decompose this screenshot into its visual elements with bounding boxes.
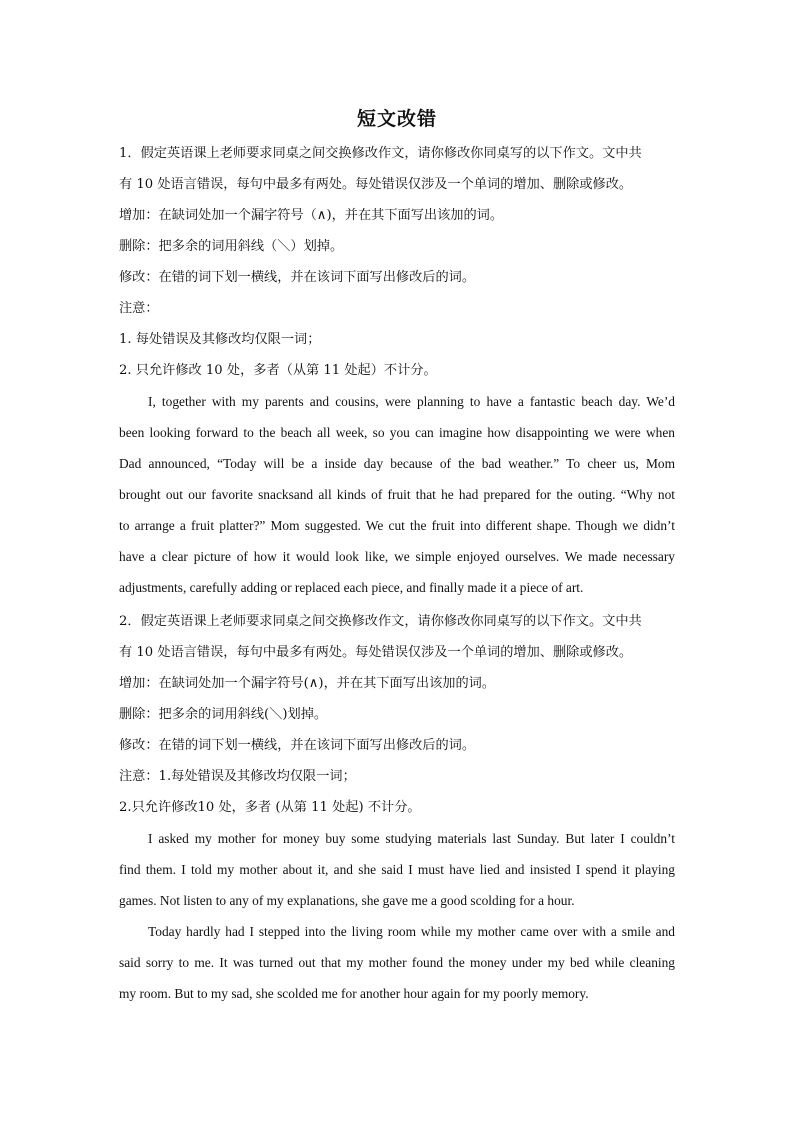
q1-passage-line: Dad announced, “Today will be a inside day because of the bad weather.” To cheer us, Mom: [119, 456, 675, 471]
q2-passage-line: my room. But to my sad, she scolded me for another hour again for my poorly memory.: [119, 986, 589, 1001]
q1-instruction-line: 删除：把多余的词用斜线（＼）划掉。: [119, 239, 344, 254]
q1-instruction-line: 修改：在错的词下划一横线，并在该词下面写出修改后的词。: [119, 270, 476, 285]
question-1: [119, 138, 675, 603]
q1-passage-line: have a clear picture of how it would look like, we simple enjoyed ourselves. We made necessary: [119, 549, 675, 564]
q1-passage-line: brought out our favorite snacksand all kinds of fruit that he had prepared for the outing. “Why not: [119, 487, 675, 502]
q2-instruction-line: 2.只允许修改10 处，多者 (从第 11 处起) 不计分。: [119, 800, 421, 815]
q2-passage-line: I asked my mother for money buy some studying materials last Sunday. But later I couldn’t: [148, 831, 675, 846]
q2-instruction-line: 删除：把多余的词用斜线(＼)划掉。: [119, 707, 328, 722]
q1-passage-line: been looking forward to the beach all week, so you can imagine how disappointing we were when: [119, 425, 675, 440]
q1-instruction-line: 有 10 处语言错误，每句中最多有两处。每处错误仅涉及一个单词的增加、删除或修改。: [119, 177, 633, 192]
q1-instruction-line: 增加：在缺词处加一个漏字符号（∧)，并在其下面写出该加的词。: [119, 208, 504, 223]
q2-instruction-line: 注意：1.每处错误及其修改均仅限一词；: [119, 769, 356, 784]
q1-passage-line: to arrange a fruit platter?” Mom suggested. We cut the fruit into different shape. Though we didn’t: [119, 518, 675, 533]
q1-instruction-line: 1．假定英语课上老师要求同桌之间交换修改作文，请你修改你同桌写的以下作文。文中共: [119, 146, 642, 161]
q1-passage-line: I, together with my parents and cousins, were planning to have a fantastic beach day. We’d: [148, 394, 675, 409]
q2-instruction-line: 有 10 处语言错误，每句中最多有两处。每处错误仅涉及一个单词的增加、删除或修改。: [119, 645, 633, 660]
q2-passage-line: said sorry to me. It was turned out that my mother found the money under my bed while cleaning: [119, 955, 675, 970]
q1-passage-line: adjustments, carefully adding or replaced each piece, and finally made it a piece of art.: [119, 580, 584, 595]
q2-passage-line: games. Not listen to any of my explanations, she gave me a good scolding for a hour.: [119, 893, 575, 908]
question-2: [119, 606, 675, 1009]
q2-instruction-line: 增加：在缺词处加一个漏字符号(∧)，并在其下面写出该加的词。: [119, 676, 496, 691]
q2-passage-line: Today hardly had I stepped into the living room while my mother came over with a smile and: [148, 924, 675, 939]
page-title: 短文改错: [356, 108, 437, 130]
q1-instruction-line: 1. 每处错误及其修改均仅限一词；: [119, 332, 321, 347]
q1-instruction-line: 注意：: [119, 301, 159, 316]
q2-instruction-line: 2．假定英语课上老师要求同桌之间交换修改作文，请你修改你同桌写的以下作文。文中共: [119, 614, 642, 629]
q2-instruction-line: 修改：在错的词下划一横线，并在该词下面写出修改后的词。: [119, 738, 476, 753]
q2-passage-line: find them. I told my mother about it, and she said I must have lied and insisted I spend it playing: [119, 862, 675, 877]
q1-instruction-line: 2. 只允许修改 10 处，多者（从第 11 处起）不计分。: [119, 363, 437, 378]
